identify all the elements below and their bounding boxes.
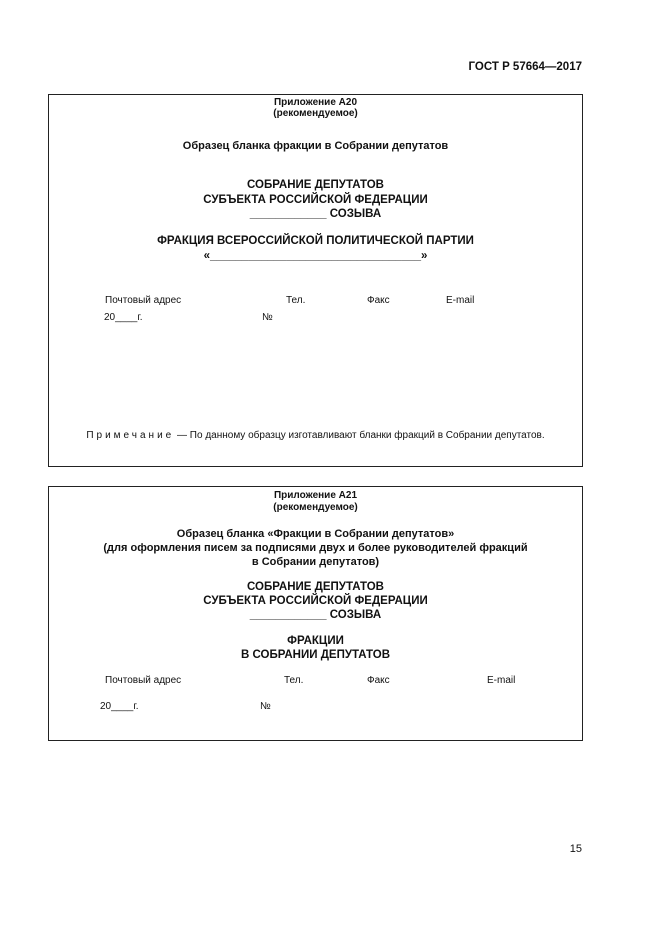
appendix-a21-status: (рекомендуемое) (273, 502, 358, 513)
appendix-a21-title: Приложение А21 (273, 490, 358, 501)
appendix-a21-form-title-line2: (для оформления писем за подписями двух и более руководителей фракций (103, 542, 528, 554)
appendix-a20-box (48, 94, 583, 467)
org-name-line2: СУБЪЕКТА РОССИЙСКОЙ ФЕДЕРАЦИИ (203, 194, 428, 206)
appendix-a21-form-title-line1: Образец бланка «Фракции в Собрании депутатов» (176, 528, 455, 540)
address-label: Почтовый адрес (105, 675, 182, 686)
appendix-a20-title: Приложение А20 (273, 97, 358, 108)
faction-line1: ФРАКЦИЯ ВСЕРОССИЙСКОЙ ПОЛИТИЧЕСКОЙ ПАРТИИ (157, 235, 474, 247)
appendix-a20-status: (рекомендуемое) (273, 108, 358, 119)
page-number: 15 (569, 843, 582, 855)
email-label: E-mail (487, 675, 516, 686)
date-field: 20____г. (104, 312, 143, 323)
number-field: № (260, 701, 271, 712)
appendix-a21-form-title-line3: в Собрании депутатов) (251, 556, 380, 568)
convocation-line: ____________ СОЗЫВА (249, 208, 382, 220)
org-name-line2: СУБЪЕКТА РОССИЙСКОЙ ФЕДЕРАЦИИ (203, 595, 428, 607)
number-field: № (262, 312, 273, 323)
note (49, 430, 582, 441)
appendix-a21-box (48, 486, 583, 741)
convocation-line: ____________ СОЗЫВА (249, 609, 382, 621)
address-label: Почтовый адрес (105, 295, 182, 306)
org-name-line1: СОБРАНИЕ ДЕПУТАТОВ (247, 179, 384, 191)
phone-label: Тел. (286, 295, 306, 306)
standard-code: ГОСТ Р 57664—2017 (468, 61, 582, 73)
fax-label: Факс (367, 675, 390, 686)
faction-line2: В СОБРАНИИ ДЕПУТАТОВ (240, 649, 391, 661)
phone-label: Тел. (284, 675, 304, 686)
email-label: E-mail (446, 295, 475, 306)
note-label: Примечание (86, 430, 175, 441)
faction-name-line: «_________________________________» (203, 250, 428, 262)
org-name-line1: СОБРАНИЕ ДЕПУТАТОВ (247, 581, 384, 593)
appendix-a20-form-title: Образец бланка фракции в Собрании депутатов (182, 140, 449, 152)
faction-line1: ФРАКЦИИ (287, 635, 344, 647)
fax-label: Факс (367, 295, 390, 306)
date-field: 20____г. (100, 701, 139, 712)
note-text: — По данному образцу изготавливают бланки фракций в Собрании депутатов. (174, 430, 545, 441)
